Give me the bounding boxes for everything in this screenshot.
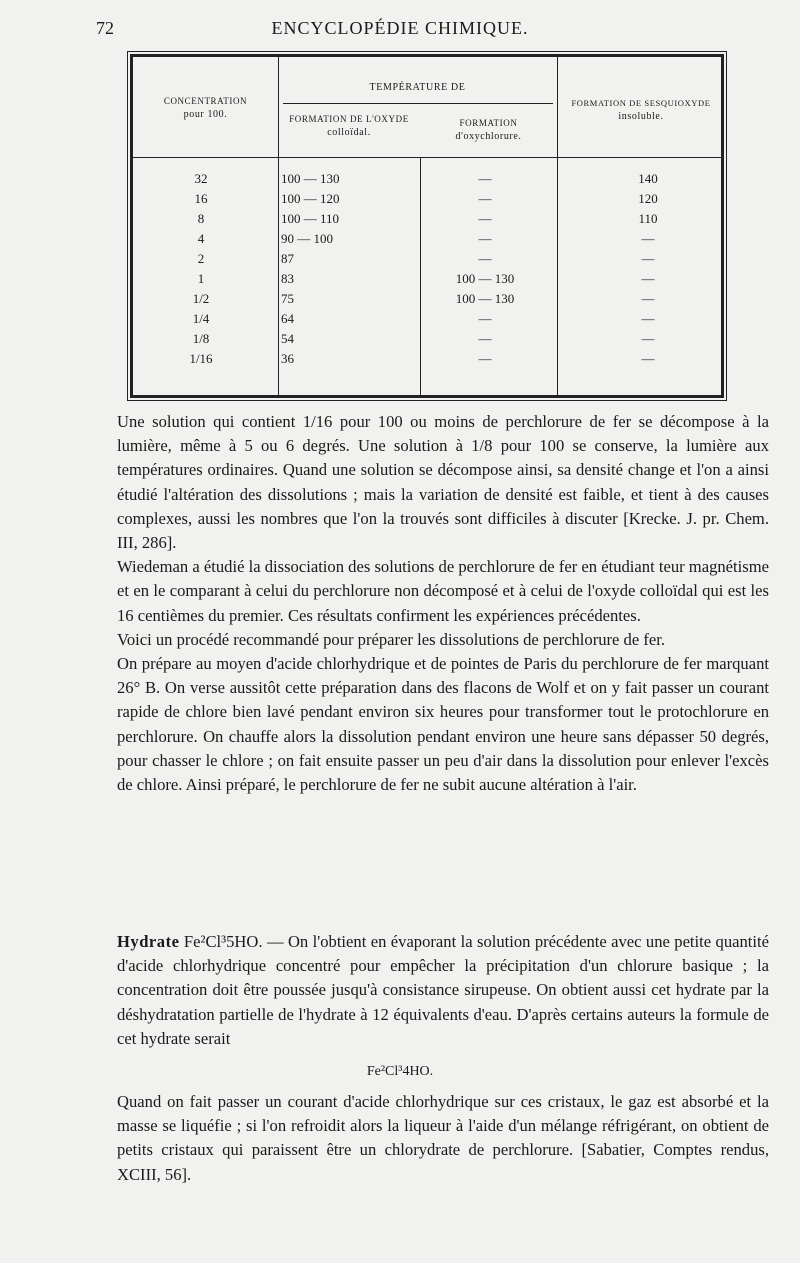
cell-oxychlorure: — <box>478 211 492 226</box>
cell-concentration: 1/4 <box>192 311 210 326</box>
cell-concentration: 4 <box>197 231 205 246</box>
cell-oxyde: 54 <box>281 331 294 346</box>
col-header-sesquioxyde <box>557 97 725 123</box>
cell-concentration: 1 <box>197 271 205 286</box>
cell-oxychlorure: — <box>478 191 492 206</box>
paragraph: Voici un procédé recommandé pour préparer les dissolutions de perchlorure de fer. <box>117 629 666 649</box>
cell-sesquioxyde: — <box>641 291 655 306</box>
paragraph: Quand on fait passer un courant d'acide chlorhydrique sur ces cristaux, le gaz est absorbé et la masse se liquéfie ; si l'on refroidit alors la liqueur à l'aide d'un mélange réfrigérant, on obtient de petits cristaux qui paraissent être un chlorydrate de perchlorure. [Sabatier, Comptes rendus, XCIII, 56]. <box>117 1092 769 1184</box>
cell-sesquioxyde: — <box>641 271 655 286</box>
cell-sesquioxyde: — <box>641 311 655 326</box>
closing-paragraph <box>117 1090 769 1187</box>
paragraph: On prépare au moyen d'acide chlorhydrique et de pointes de Paris du perchlorure de fer marquant 26° B. On verse aussitôt cette préparation dans des flacons de Wolf et on y fait passer un courant rapide de chlore bien lavé pendant environ six heures pour transformer tout le protochlorure en perchlorure. On chauffe alors la dissolution pendant environ une heure sans dépasser 50 degrés, pour chasser le chlore ; on fait ensuite passer un peu d'air dans la dissolution pour enlever l'excès de chlore. Ainsi préparé, le perchlorure de fer ne subit aucune altération à l'air. <box>117 654 769 795</box>
hydrate-section <box>117 930 769 1051</box>
body-text <box>117 410 769 797</box>
cell-oxychlorure: 100 — 130 <box>455 291 515 306</box>
group-header-rule <box>283 103 553 104</box>
cell-sesquioxyde: — <box>641 251 655 266</box>
cell-oxyde: 36 <box>281 351 294 366</box>
cell-concentration: 2 <box>197 251 205 266</box>
cell-sesquioxyde: 110 <box>638 211 658 226</box>
table-divider <box>420 157 421 395</box>
cell-oxychlorure: — <box>478 331 492 346</box>
cell-oxyde: 64 <box>281 311 294 326</box>
cell-oxychlorure: — <box>478 251 492 266</box>
cell-oxychlorure: 100 — 130 <box>455 271 515 286</box>
cell-oxyde: 100 — 110 <box>281 211 340 226</box>
cell-concentration: 1/2 <box>192 291 210 306</box>
table-divider <box>278 57 279 395</box>
section-lead: Hydrate <box>117 932 180 951</box>
cell-concentration: 16 <box>194 191 208 206</box>
cell-oxychlorure: — <box>478 171 492 186</box>
col-header-line: CONCENTRATION <box>163 96 248 106</box>
col-header-line: colloïdal. <box>327 127 371 138</box>
cell-oxyde: 100 — 120 <box>281 191 340 206</box>
paragraph <box>117 930 769 1051</box>
cell-concentration: 8 <box>197 211 205 226</box>
paragraph: Une solution qui contient 1/16 pour 100 ou moins de perchlorure de fer se décompose à la lumière, même à 5 ou 6 degrés. Une solution à 1/8 pour 100 se conserve, la lumière aux températures ordinaires. Quand une solution se décompose ainsi, sa densité change et l'on a ainsi étudié l'altération des dissolutions ; mais la variation de densité est faible, et tient à des causes complexes, aussi les nombres que l'on la trouvés sont difficiles à discuter [Krecke. J. pr. Chem. III, 286]. <box>117 412 769 553</box>
temperature-table <box>130 54 724 398</box>
paragraph-text: Fe²Cl³5HO. — On l'obtient en évaporant la solution précédente avec une petite quantité d'acide chlorhydrique concentré pour empêcher la précipitation d'un chlorure basique ; la concentration doit être poussée jusqu'à consistance sirupeuse. On obtient aussi cet hydrate par la déshydratation partielle de l'hydrate à 12 équivalents d'eau. D'après certains auteurs la formule de cet hydrate serait <box>117 932 769 1048</box>
col-header-oxyde <box>278 113 420 139</box>
group-header-temperature: TEMPÉRATURE DE <box>369 82 466 93</box>
running-title: ENCYCLOPÉDIE CHIMIQUE. <box>271 18 529 38</box>
cell-concentration: 1/8 <box>192 331 210 346</box>
cell-concentration: 1/16 <box>189 351 213 366</box>
cell-oxyde: 90 — 100 <box>281 231 333 246</box>
page-number: 72 <box>96 18 114 38</box>
cell-oxychlorure: — <box>478 231 492 246</box>
cell-sesquioxyde: — <box>641 331 655 346</box>
col-header-oxychlorure <box>420 117 557 143</box>
col-header-line: pour 100. <box>183 109 228 120</box>
cell-oxychlorure: — <box>478 351 492 366</box>
paragraph: Wiedeman a étudié la dissociation des solutions de perchlorure de fer en étudiant teur magnétisme et en le comparant à celui du perchlorure non décomposé et à celui de l'oxyde colloïdal qui est les 16 centièmes du premier. Ces résultats confirment les expériences précédentes. <box>117 557 769 625</box>
col-header-line: FORMATION DE SESQUIOXYDE <box>571 98 711 108</box>
cell-oxyde: 83 <box>281 271 294 286</box>
cell-oxyde: 100 — 130 <box>281 171 340 186</box>
col-header-line: d'oxychlorure. <box>455 131 522 142</box>
formula: Fe²Cl³4HO. <box>366 1064 434 1079</box>
col-header-line: FORMATION <box>459 118 518 128</box>
cell-oxychlorure: — <box>478 311 492 326</box>
cell-sesquioxyde: 140 <box>638 171 658 186</box>
col-header-line: insoluble. <box>618 111 664 122</box>
cell-oxyde: 87 <box>281 251 294 266</box>
table-header-rule <box>133 157 721 158</box>
cell-concentration: 32 <box>194 171 208 186</box>
cell-sesquioxyde: — <box>641 231 655 246</box>
cell-sesquioxyde: 120 <box>638 191 658 206</box>
cell-oxyde: 75 <box>281 291 294 306</box>
col-header-concentration <box>133 95 278 121</box>
cell-sesquioxyde: — <box>641 351 655 366</box>
col-header-line: FORMATION DE L'OXYDE <box>289 114 409 124</box>
